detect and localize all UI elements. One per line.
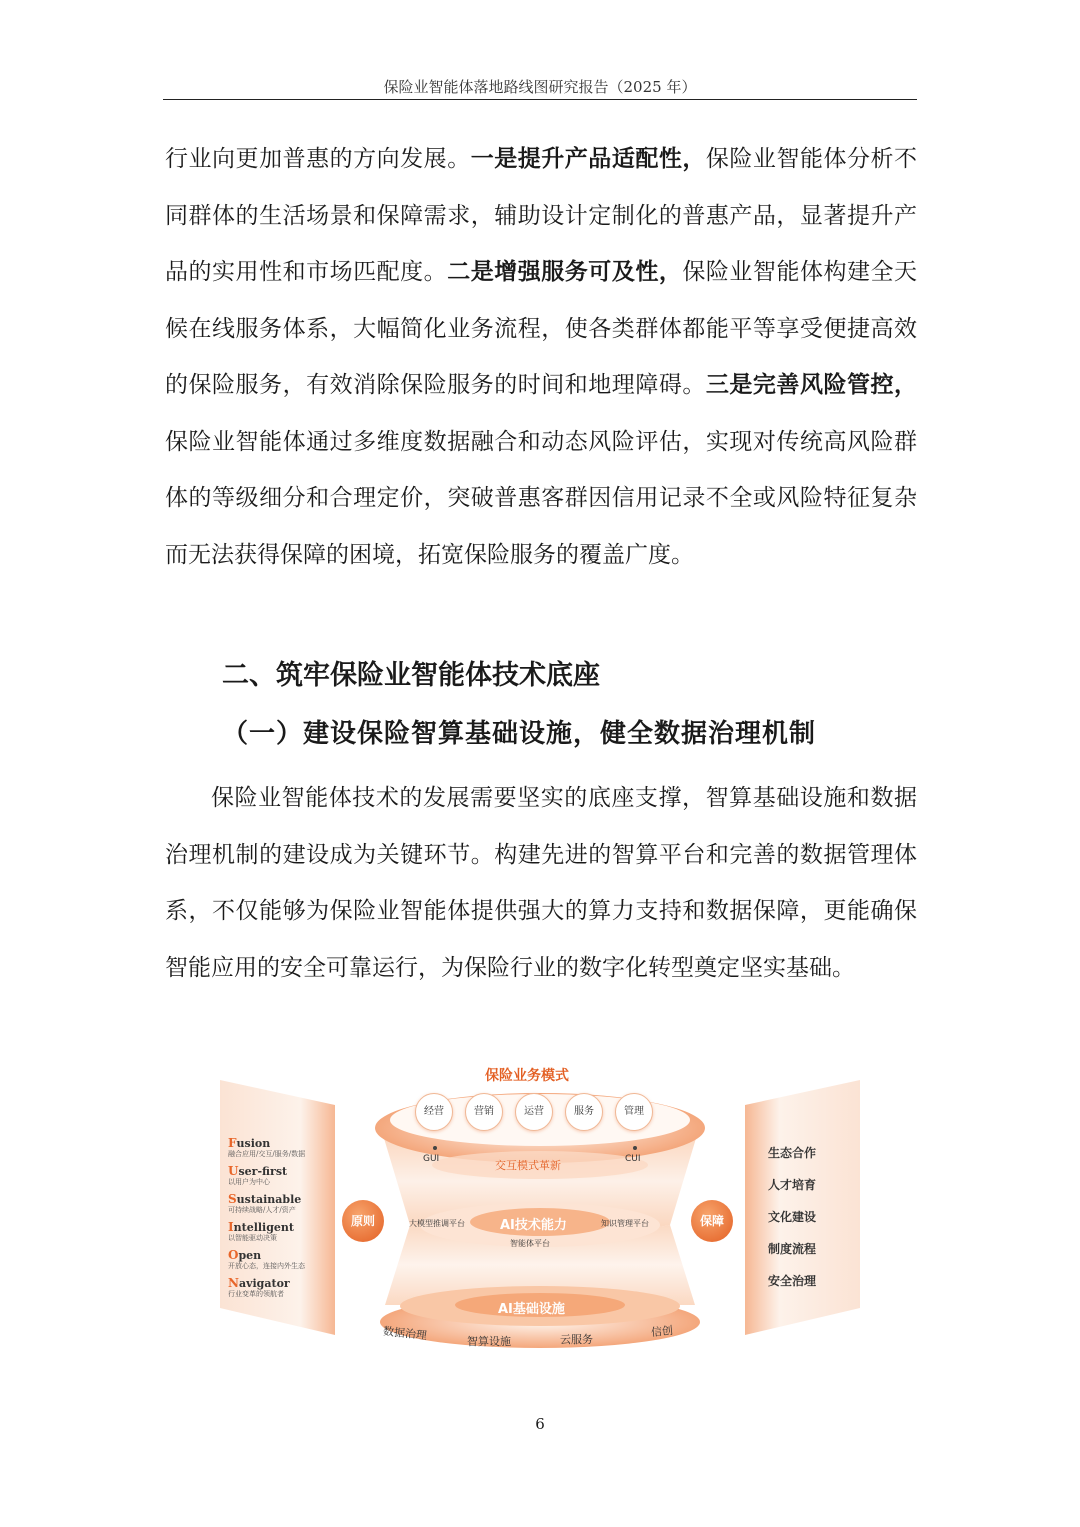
- gui-label: GUI: [423, 1154, 440, 1164]
- architecture-diagram: [215, 1060, 865, 1350]
- principle-initial: F: [228, 1136, 237, 1150]
- para1-text-2: 保险业智能体分析不同群体的生活场景和保障需求，辅助设计定制化的普惠产品，显著提升产品的实用性和市场匹配度。: [165, 146, 918, 285]
- guarantee-item-security: 安全治理: [768, 1274, 817, 1288]
- principle-item-sustainable: [228, 1192, 301, 1215]
- guarantee-item-process: 制度流程: [768, 1242, 817, 1256]
- page-number: 6: [535, 1415, 545, 1433]
- principle-initial: I: [228, 1220, 234, 1234]
- guarantee-item-culture: 文化建设: [768, 1210, 817, 1224]
- principle-word: avigator: [238, 1277, 290, 1290]
- principle-item-intelligent: [228, 1220, 294, 1243]
- principle-word: ntelligent: [233, 1221, 295, 1234]
- model-platform-label: 大模型推调平台: [409, 1219, 465, 1228]
- guarantee-badge: 保障: [691, 1200, 733, 1242]
- interaction-label: 交互模式革新: [495, 1159, 561, 1172]
- principle-item-open: [228, 1248, 305, 1271]
- body-paragraph-1: [165, 131, 917, 583]
- para1-text-3: 保险业智能体构建全天候在线服务体系，大幅简化业务流程，使各类群体都能平等享受便捷高效的保险服务，有效消除保险服务的时间和地理障碍。: [165, 259, 918, 398]
- guarantee-item-ecosystem: 生态合作: [768, 1146, 817, 1160]
- principle-desc: 可持续战略/人才/资产: [228, 1206, 296, 1214]
- infra-item-computing: 智算设施: [467, 1335, 511, 1348]
- infra-item-data-governance: 数据治理: [382, 1324, 428, 1343]
- principle-initial: S: [228, 1192, 237, 1206]
- section-heading: 二、筑牢保险业智能体技术底座: [222, 660, 600, 691]
- para1-text-4: 保险业智能体通过多维度数据融合和动态风险评估，实现对传统高风险群体的等级细分和合理定价，突破普惠客群因信用记录不全或风险特征复杂而无法获得保障的困境，拓宽保险服务的覆盖广度。: [165, 428, 917, 568]
- para1-bold-3: 三是完善风险管控，: [705, 372, 918, 398]
- principle-word: ser-first: [238, 1165, 288, 1178]
- running-header: 保险业智能体落地路线图研究报告（2025 年）: [383, 78, 697, 96]
- principle-item-user-first: [228, 1164, 287, 1187]
- principle-word: pen: [238, 1249, 262, 1262]
- principle-word: ustainable: [236, 1193, 302, 1206]
- body-paragraph-2: 保险业智能体技术的发展需要坚实的底座支撑，智算基础设施和数据治理机制的建设成为关键环节。构建先进的智算平台和完善的数据管理体系，不仅能够为保险业智能体提供强大的算力支持和数据保障，更能确保智能应用的安全可靠运行，为保险行业的数字化转型奠定坚实基础。: [165, 785, 917, 981]
- cui-label: CUI: [625, 1154, 641, 1164]
- para1-text-1: 行业向更加普惠的方向发展。: [165, 146, 471, 172]
- business-mode-yingxiao: 营销: [465, 1093, 503, 1131]
- principle-initial: O: [228, 1248, 239, 1262]
- knowledge-platform-label: 知识管理平台: [601, 1219, 649, 1228]
- infra-item-xinchuang: 信创: [650, 1323, 674, 1340]
- business-mode-guanli: 管理: [615, 1093, 653, 1131]
- agent-platform-label: 智能体平台: [510, 1239, 550, 1248]
- gui-dot: [433, 1146, 437, 1150]
- business-mode-yunying: 运营: [515, 1093, 553, 1131]
- ai-capability-label: AI技术能力: [500, 1218, 567, 1233]
- principle-desc: 以智能驱动决策: [228, 1234, 277, 1242]
- para1-bold-1: 一是提升产品适配性，: [470, 146, 706, 172]
- business-mode-title: 保险业务模式: [485, 1068, 569, 1084]
- principle-word: usion: [236, 1137, 271, 1150]
- principle-desc: 融合应用/交互/服务/数据: [228, 1150, 306, 1158]
- principle-desc: 以用户为中心: [228, 1178, 270, 1186]
- ai-infra-label: AI基础设施: [498, 1302, 565, 1317]
- cui-dot: [633, 1146, 637, 1150]
- principle-badge: 原则: [342, 1200, 384, 1242]
- para1-bold-2: 二是增强服务可及性，: [447, 259, 683, 285]
- principle-item-fusion: [228, 1136, 305, 1159]
- principle-initial: U: [228, 1164, 239, 1178]
- header-divider: [163, 99, 917, 100]
- infra-item-cloud: 云服务: [560, 1333, 593, 1346]
- principle-desc: 开放心态，连接内外生态: [228, 1262, 305, 1270]
- principle-desc: 行业变革的领航者: [228, 1290, 284, 1298]
- principle-item-navigator: [228, 1276, 290, 1299]
- principle-initial: N: [228, 1276, 239, 1290]
- guarantee-item-talent: 人才培育: [768, 1178, 817, 1192]
- subsection-heading: （一）建设保险智算基础设施，健全数据治理机制: [222, 719, 817, 749]
- business-mode-fuwu: 服务: [565, 1093, 603, 1131]
- business-mode-jingying: 经营: [415, 1093, 453, 1131]
